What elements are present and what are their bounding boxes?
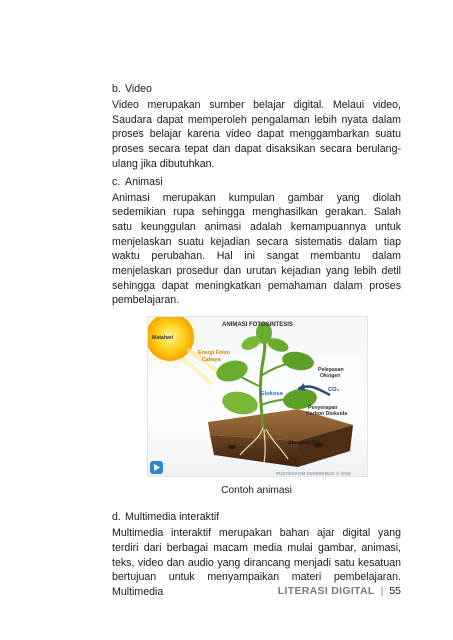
footer-brand: LITERASI DIGITAL [277, 585, 375, 597]
light-label-1: Energi Foton [198, 350, 230, 357]
absorb-label-2: Karbon Dioksida [306, 411, 348, 418]
water-label: Absorbsi Air [288, 440, 319, 447]
section-title: Multimedia interaktif [125, 511, 220, 524]
sun-label: Matahari [152, 335, 174, 342]
leaf [281, 349, 316, 372]
list-marker: c. [112, 175, 121, 188]
list-marker: d. [112, 511, 121, 524]
section-title: Animasi [125, 175, 163, 188]
glucose-label: Glukosa [260, 391, 283, 398]
section-body-multimedia: Multimedia interaktif merupakan bahan ajar digital yang terdiri dari berbagai macam media mulai gambar, animasi, teks, video dan audio yang dirancang menjadi satu kesatuan bertujuan untuk menyampaikan materi pembelajaran. Multimedia [112, 527, 401, 598]
photosynthesis-illustration [148, 317, 368, 477]
section-body-video: Video merupakan sumber belajar digital. Melaui video, Saudara dapat memperoleh pengalaman lebih nyata dalam proses belajar karena video dapat menggambarkan suatu proses secara tepat dan dapat disaksikan secara berulang-ulang jika dibutuhkan. [112, 99, 401, 170]
leaf [220, 389, 260, 418]
plant-stem [260, 335, 264, 427]
footer-separator: | [380, 585, 384, 597]
figure-caption: Contoh animasi [221, 485, 292, 497]
section-heading-animasi [112, 175, 401, 189]
light-label-2: Cahaya [202, 357, 221, 364]
oxygen-label-1: Pelepasan [318, 367, 344, 374]
oxygen-label-2: Oksigen [320, 373, 341, 380]
photosynthesis-figure [147, 316, 368, 477]
soil-stone [228, 445, 236, 449]
page-footer [278, 585, 401, 597]
page-content [112, 82, 401, 600]
co2-label: CO₂ [328, 387, 340, 394]
absorb-label-1: Penyerapan [308, 405, 338, 412]
figure-title: ANIMASI FOTOSINTESIS [222, 322, 293, 329]
figure-credit: PUSTEKKOM KEMDIKBUD © 2016 [276, 471, 351, 477]
page-number: 55 [389, 585, 401, 597]
section-title: Video [125, 83, 152, 95]
section-heading-multimedia [112, 510, 401, 524]
play-button[interactable] [150, 461, 163, 474]
list-marker: b. [112, 83, 121, 95]
section-heading-video [112, 82, 401, 96]
section-body-animasi: Animasi merupakan kumpulan gambar yang diolah sedemikian rupa sehingga menghasilkan gerakan. Salah satu keunggulan animasi adalah kemampuannya untuk menjelaskan suatu kejadian secara sistematis dalam tiap waktu perubahan. Hal ini sangat membantu dalam menjelaskan prosedur dan urutan kejadian yang lebih detil sehingga dapat meningkatkan pemahaman dalam proses pembelajaran. [112, 191, 401, 307]
